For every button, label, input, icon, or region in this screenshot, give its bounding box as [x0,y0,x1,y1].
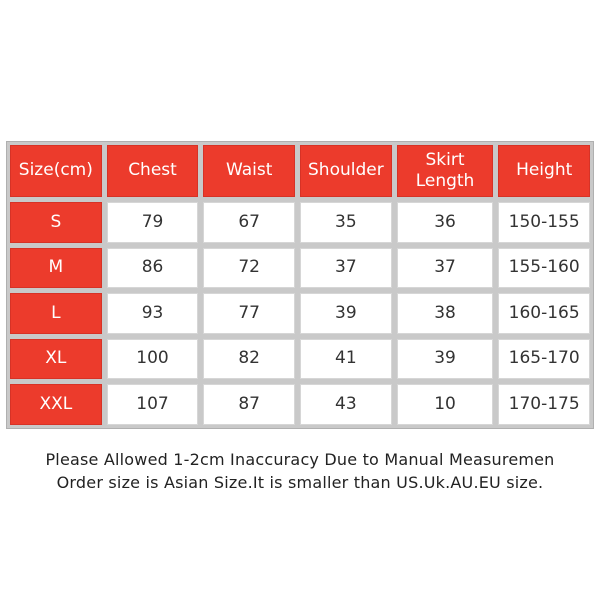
row-size-s: S [10,202,102,243]
cell-height: 150-155 [498,202,590,243]
cell-waist: 77 [203,293,295,334]
cell-skirt-length: 38 [397,293,494,334]
cell-shoulder: 43 [300,384,392,425]
cell-height: 165-170 [498,339,590,380]
cell-chest: 100 [107,339,199,380]
cell-waist: 87 [203,384,295,425]
asian-size-note: Order size is Asian Size.It is smaller than US.Uk.AU.EU size. [56,473,544,492]
cell-chest: 86 [107,248,199,289]
cell-chest: 79 [107,202,199,243]
measurement-accuracy-note: Please Allowed 1-2cm Inaccuracy Due to Manual Measuremen [45,450,555,469]
cell-shoulder: 37 [300,248,392,289]
cell-waist: 72 [203,248,295,289]
cell-skirt-length: 39 [397,339,494,380]
cell-skirt-length: 36 [397,202,494,243]
cell-height: 170-175 [498,384,590,425]
cell-height: 155-160 [498,248,590,289]
row-size-xxl: XXL [10,384,102,425]
cell-skirt-length: 37 [397,248,494,289]
header-chest: Chest [107,145,199,197]
cell-height: 160-165 [498,293,590,334]
cell-chest: 107 [107,384,199,425]
cell-shoulder: 41 [300,339,392,380]
header-skirt-length [397,145,494,197]
header-height: Height [498,145,590,197]
cell-waist: 82 [203,339,295,380]
header-skirt-length-label: Skirt Length [415,149,475,191]
size-chart-table [6,141,594,429]
cell-shoulder: 39 [300,293,392,334]
row-size-l: L [10,293,102,334]
header-shoulder: Shoulder [300,145,392,197]
cell-skirt-length: 10 [397,384,494,425]
cell-shoulder: 35 [300,202,392,243]
size-chart-grid [10,145,590,425]
row-size-m: M [10,248,102,289]
cell-waist: 67 [203,202,295,243]
header-size: Size(cm) [10,145,102,197]
row-size-xl: XL [10,339,102,380]
header-waist: Waist [203,145,295,197]
cell-chest: 93 [107,293,199,334]
